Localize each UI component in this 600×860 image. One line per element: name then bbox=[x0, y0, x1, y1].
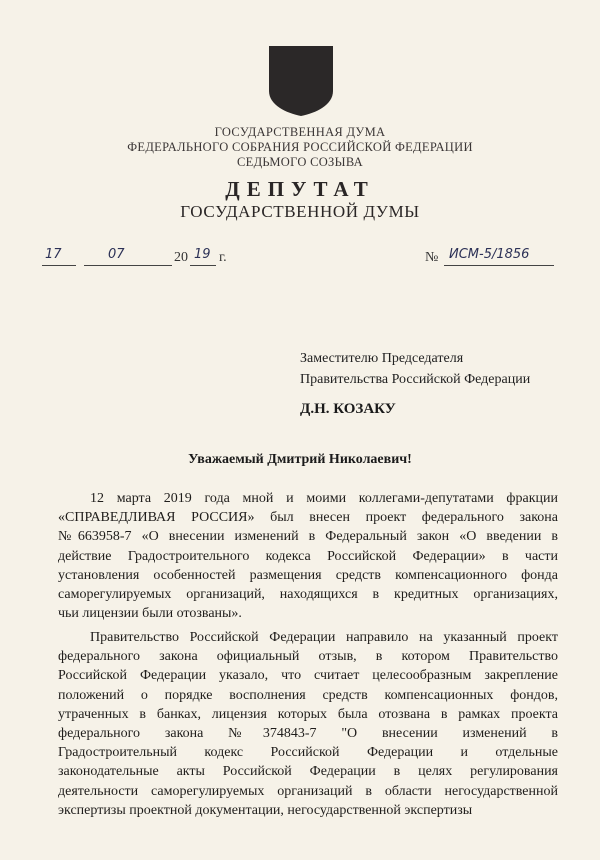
addressee-line-2: Правительства Российской Федерации bbox=[300, 372, 531, 387]
paragraph-line: «СПРАВЕДЛИВАЯ РОССИЯ» был внесен проект федерального закона bbox=[58, 510, 558, 526]
number-prefix: № bbox=[425, 250, 439, 265]
paragraph-line: федерального закона №374843-7 "О внесении изменений в bbox=[58, 725, 558, 741]
paragraph-line: экспертизы проектной документации, негосударственной экспертизы bbox=[58, 802, 473, 818]
letterhead-title: ДЕПУТАТ bbox=[225, 177, 375, 201]
header-line-3: СЕДЬМОГО СОЗЫВА bbox=[237, 155, 363, 169]
paragraph-line: Российской Федерации указало, что считает целесообразным закрепление bbox=[58, 668, 558, 684]
salutation: Уважаемый Дмитрий Николаевич! bbox=[188, 452, 412, 467]
header-line-1: ГОСУДАРСТВЕННАЯ ДУМА bbox=[214, 125, 386, 139]
header-line-2: ФЕДЕРАЛЬНОГО СОБРАНИЯ РОССИЙСКОЙ ФЕДЕРАЦИИ bbox=[127, 140, 473, 154]
letterhead-subtitle: ГОСУДАРСТВЕННОЙ ДУМЫ bbox=[180, 202, 420, 221]
addressee-name: Д.Н. КОЗАКУ bbox=[300, 401, 396, 417]
body-paragraph-2 bbox=[58, 628, 558, 820]
outgoing-number: ИСМ-5/1856 bbox=[449, 247, 530, 262]
paragraph-line: законодательные акты Российской Федерации в целях регулирования bbox=[58, 764, 558, 780]
paragraph-line: чьи лицензии были отозваны». bbox=[58, 606, 242, 622]
date-year-prefix: 20 bbox=[174, 250, 188, 265]
date-year-unit: г. bbox=[219, 250, 227, 265]
date-day-underline bbox=[42, 265, 76, 266]
paragraph-line: установления особенностей размещения средств компенсационного фонда bbox=[58, 567, 558, 583]
number-underline bbox=[444, 265, 554, 266]
date-month-underline bbox=[84, 265, 172, 266]
coat-of-arms-emblem bbox=[268, 45, 334, 117]
date-day: 17 bbox=[45, 247, 62, 262]
date-month: 07 bbox=[108, 247, 125, 262]
paragraph-line: 12 марта 2019 года мной и моими коллегами-депутатами фракции bbox=[90, 491, 558, 506]
paragraph-line: утраченных в банках, лицензия которых была отозвана в рамках проекта bbox=[58, 706, 558, 722]
paragraph-line: Градостроительный кодекс Российской Федерации и отдельные bbox=[58, 745, 558, 761]
paragraph-line: №663958-7 «О внесении изменений в Федеральный закон «О введении в bbox=[58, 529, 558, 545]
paragraph-line: положений о порядке восполнения средств компенсационных фондов, bbox=[58, 687, 558, 703]
body-paragraph-1 bbox=[58, 489, 558, 623]
paragraph-line: Правительство Российской Федерации направило на указанный проект bbox=[90, 630, 558, 645]
paragraph-line: действие Градостроительного кодекса Российской Федерации» в части bbox=[58, 548, 558, 564]
paragraph-line: саморегулируемых организаций, находящихся в кредитных организациях, bbox=[58, 586, 558, 602]
addressee-line-1: Заместителю Председателя bbox=[300, 351, 464, 366]
date-year-underline bbox=[190, 265, 216, 266]
paragraph-line: федерального закона официальный отзыв, в котором Правительство bbox=[58, 649, 558, 665]
paragraph-line: деятельности саморегулируемых организаций в области негосударственной bbox=[58, 783, 558, 799]
date-year-suffix: 19 bbox=[194, 247, 211, 262]
